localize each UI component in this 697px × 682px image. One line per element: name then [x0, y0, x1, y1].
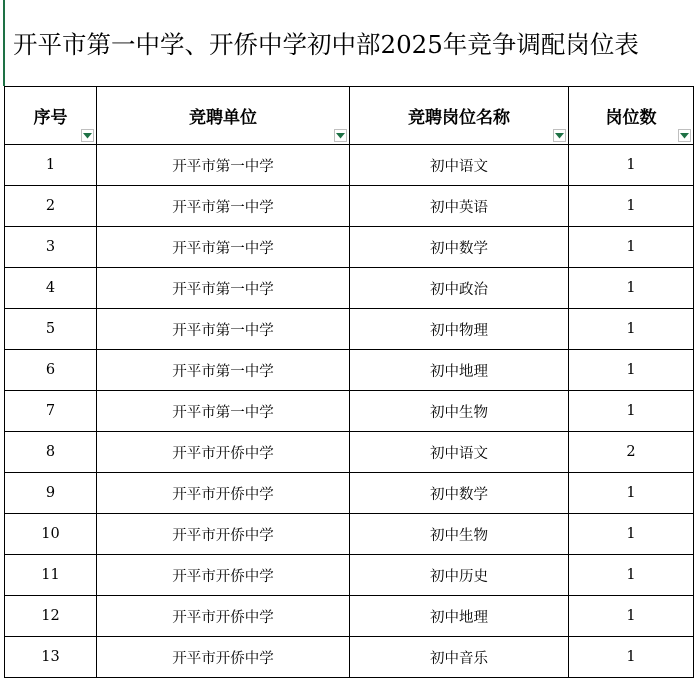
cell-unit[interactable]: 开平市第一中学: [97, 391, 350, 432]
cell-index[interactable]: 11: [5, 555, 97, 596]
header-cell-count: [569, 87, 694, 145]
header-label: 竞聘单位: [189, 108, 257, 128]
filter-arrow-icon: [83, 133, 92, 139]
cell-unit[interactable]: 开平市开侨中学: [97, 432, 350, 473]
cell-position[interactable]: 初中历史: [350, 555, 569, 596]
table-row: [5, 309, 694, 350]
cell-count[interactable]: 1: [569, 514, 694, 555]
cell-position[interactable]: 初中生物: [350, 514, 569, 555]
cell-count[interactable]: 1: [569, 637, 694, 678]
header-cell-unit: [97, 87, 350, 145]
table-row: [5, 145, 694, 186]
filter-arrow-icon: [336, 133, 345, 139]
cell-index[interactable]: 2: [5, 186, 97, 227]
cell-unit[interactable]: 开平市第一中学: [97, 227, 350, 268]
cell-index[interactable]: 10: [5, 514, 97, 555]
table-row: [5, 637, 694, 678]
cell-count[interactable]: 1: [569, 145, 694, 186]
table-row: [5, 596, 694, 637]
cell-unit[interactable]: 开平市第一中学: [97, 309, 350, 350]
cell-position[interactable]: 初中音乐: [350, 637, 569, 678]
cell-position[interactable]: 初中政治: [350, 268, 569, 309]
cell-index[interactable]: 6: [5, 350, 97, 391]
cell-position[interactable]: 初中数学: [350, 473, 569, 514]
cell-unit[interactable]: 开平市开侨中学: [97, 637, 350, 678]
cell-position[interactable]: 初中语文: [350, 145, 569, 186]
filter-arrow-icon: [680, 133, 689, 139]
header-label: 岗位数: [605, 108, 657, 128]
table-row: [5, 555, 694, 596]
cell-position[interactable]: 初中语文: [350, 432, 569, 473]
cell-unit[interactable]: 开平市第一中学: [97, 350, 350, 391]
cell-count[interactable]: 1: [569, 350, 694, 391]
cell-count[interactable]: 2: [569, 432, 694, 473]
cell-unit[interactable]: 开平市第一中学: [97, 186, 350, 227]
cell-unit[interactable]: 开平市第一中学: [97, 145, 350, 186]
cell-count[interactable]: 1: [569, 555, 694, 596]
filter-dropdown-button[interactable]: [553, 129, 566, 142]
cell-count[interactable]: 1: [569, 186, 694, 227]
cell-index[interactable]: 5: [5, 309, 97, 350]
cell-position[interactable]: 初中物理: [350, 309, 569, 350]
filter-arrow-icon: [555, 133, 564, 139]
table-row: [5, 227, 694, 268]
title-cell[interactable]: [3, 0, 697, 86]
header-cell-index: [5, 87, 97, 145]
cell-unit[interactable]: 开平市开侨中学: [97, 555, 350, 596]
positions-table: [4, 86, 694, 678]
cell-position[interactable]: 初中地理: [350, 350, 569, 391]
cell-index[interactable]: 7: [5, 391, 97, 432]
header-label: 序号: [33, 108, 68, 128]
table-row: [5, 350, 694, 391]
filter-dropdown-button[interactable]: [81, 129, 94, 142]
cell-count[interactable]: 1: [569, 596, 694, 637]
cell-unit[interactable]: 开平市第一中学: [97, 268, 350, 309]
cell-count[interactable]: 1: [569, 268, 694, 309]
cell-unit[interactable]: 开平市开侨中学: [97, 596, 350, 637]
cell-count[interactable]: 1: [569, 391, 694, 432]
cell-index[interactable]: 12: [5, 596, 97, 637]
cell-count[interactable]: 1: [569, 473, 694, 514]
cell-index[interactable]: 4: [5, 268, 97, 309]
header-row: [5, 87, 694, 145]
filter-dropdown-button[interactable]: [334, 129, 347, 142]
cell-index[interactable]: 13: [5, 637, 97, 678]
cell-position[interactable]: 初中地理: [350, 596, 569, 637]
cell-count[interactable]: 1: [569, 309, 694, 350]
cell-index[interactable]: 3: [5, 227, 97, 268]
cell-position[interactable]: 初中英语: [350, 186, 569, 227]
table-row: [5, 514, 694, 555]
cell-count[interactable]: 1: [569, 227, 694, 268]
cell-index[interactable]: 8: [5, 432, 97, 473]
table-row: [5, 186, 694, 227]
table-row: [5, 268, 694, 309]
table-row: [5, 473, 694, 514]
header-cell-position: [350, 87, 569, 145]
table-row: [5, 432, 694, 473]
cell-position[interactable]: 初中生物: [350, 391, 569, 432]
cell-position[interactable]: 初中数学: [350, 227, 569, 268]
cell-index[interactable]: 1: [5, 145, 97, 186]
cell-unit[interactable]: 开平市开侨中学: [97, 473, 350, 514]
filter-dropdown-button[interactable]: [678, 129, 691, 142]
cell-index[interactable]: 9: [5, 473, 97, 514]
cell-unit[interactable]: 开平市开侨中学: [97, 514, 350, 555]
header-label: 竞聘岗位名称: [408, 108, 510, 128]
sheet-title: 开平市第一中学、开侨中学初中部2025年竞争调配岗位表: [13, 29, 639, 59]
table-row: [5, 391, 694, 432]
